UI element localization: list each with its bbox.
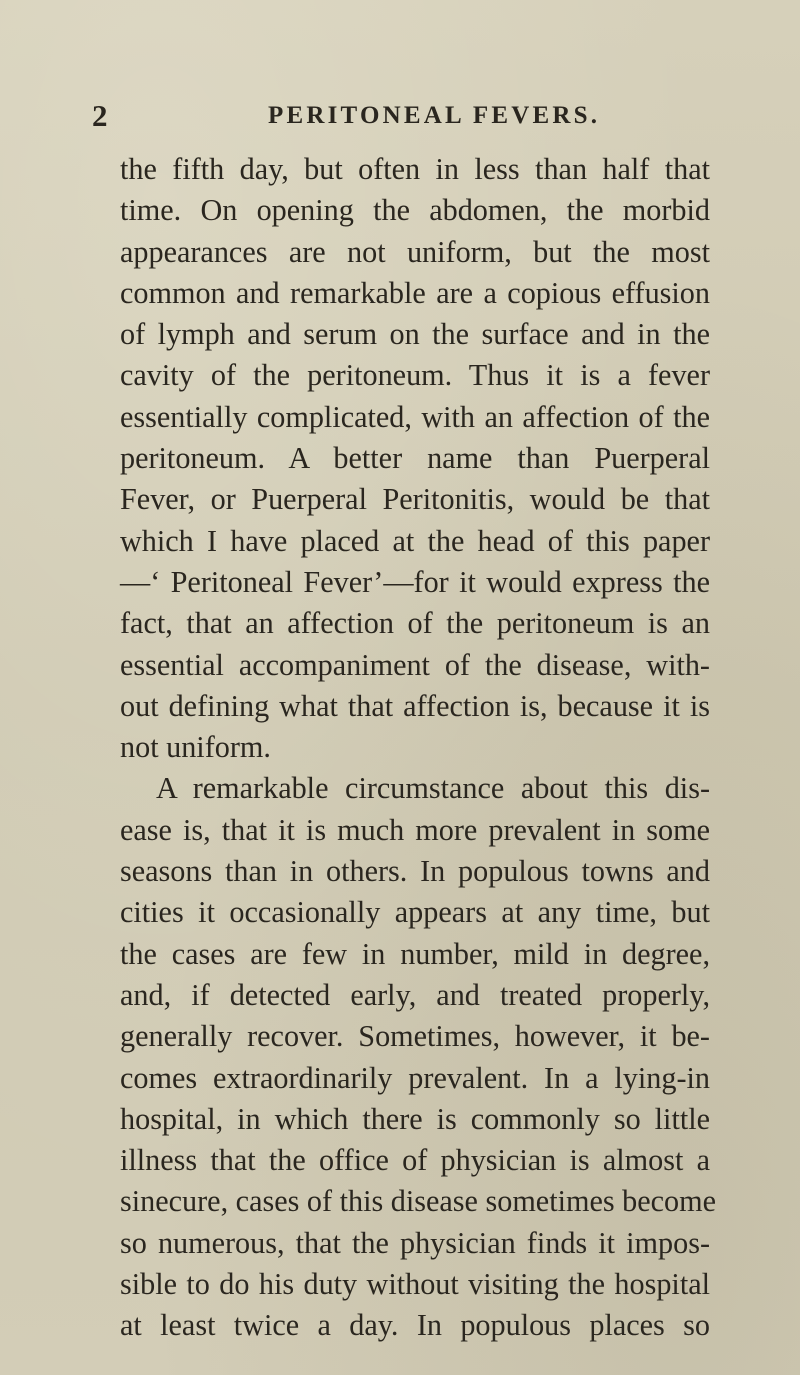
text-line: cities it occasionally appears at any time, but [120,895,710,930]
text-line: seasons than in others. In populous towns and [120,854,710,889]
page-number: 2 [92,98,108,133]
text-line: essential accompaniment of the disease, with- [120,647,710,682]
text-line: ease is, that it is much more prevalent in some [120,812,710,847]
text-line: appearances are not uniform, but the most [120,234,710,269]
text-line: which I have placed at the head of this paper [120,523,710,558]
text-line: the cases are few in number, mild in degree, [120,936,710,971]
text-line: so numerous, that the physician finds it impos- [120,1225,710,1260]
running-head [92,96,732,136]
running-title: PERITONEAL FEVERS. [268,102,601,129]
text-line: comes extraordinarily prevalent. In a lying-in [120,1060,710,1095]
text-line: hospital, in which there is commonly so little [120,1101,710,1136]
paragraph-end-line: not uniform. [120,730,271,765]
text-line: —‘ Peritoneal Fever’—for it would express the [120,564,710,599]
text-line: the fifth day, but often in less than half that [120,152,710,186]
text-line: illness that the office of physician is almost a [120,1143,710,1178]
text-line: at least twice a day. In populous places so [120,1308,710,1343]
text-line: of lymph and serum on the surface and in the [120,317,710,352]
text-line: and, if detected early, and treated properly, [120,977,710,1012]
text-line: sible to do his duty without visiting the hospital [120,1267,710,1302]
text-line: fact, that an affection of the peritoneum is an [120,606,710,641]
text-line: sinecure, cases of this disease sometimes become [120,1184,717,1219]
text-line: time. On opening the abdomen, the morbid [120,193,710,228]
text-line: Fever, or Puerperal Peritonitis, would be that [120,482,710,517]
text-line: peritoneum. A better name than Puerperal [120,441,710,476]
text-line: cavity of the peritoneum. Thus it is a fever [120,358,710,393]
body-text [120,149,717,1347]
text-line: essentially complicated, with an affection of the [120,399,710,434]
text-line: common and remarkable are a copious effusion [120,275,710,310]
text-line: out defining what that affection is, because it is [120,688,710,723]
paragraph-first-line: A remarkable circumstance about this dis- [156,771,710,806]
text-line: generally recover. Sometimes, however, it be- [120,1019,710,1054]
